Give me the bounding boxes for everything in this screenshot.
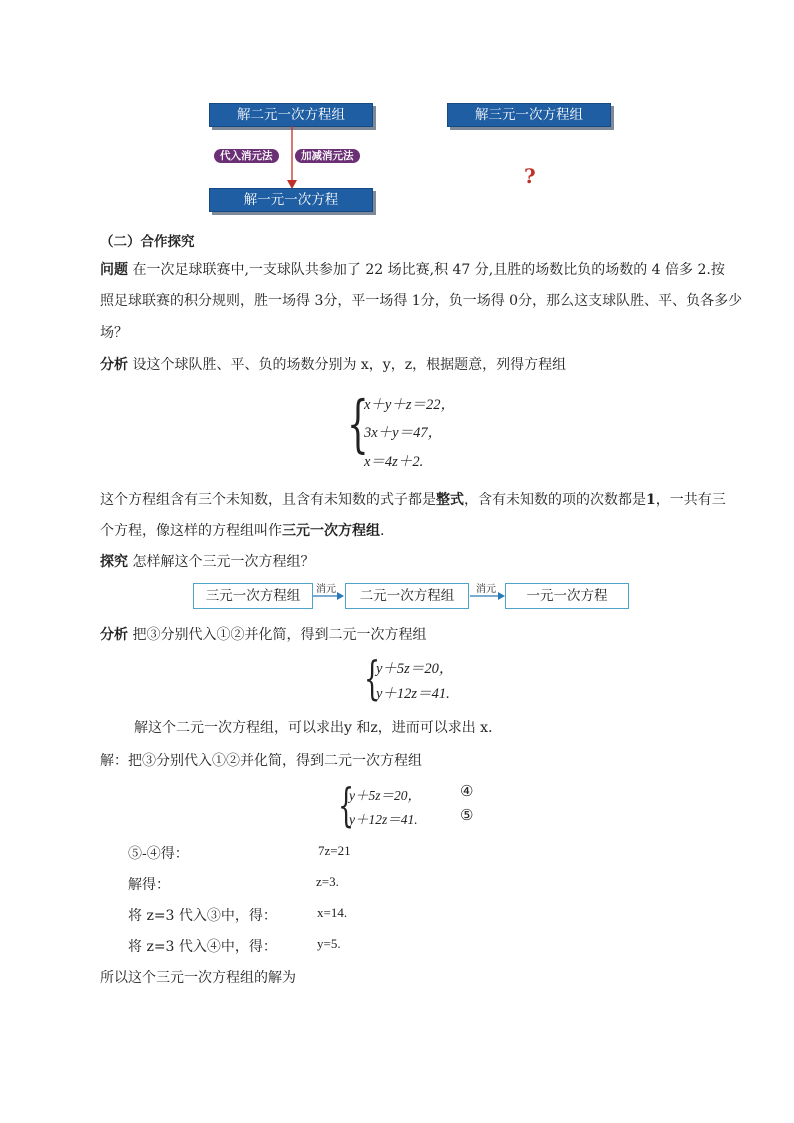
analysis-2 — [100, 624, 426, 644]
flow-arrow-1 — [313, 590, 345, 602]
system-1-eq-1: x＋y＋z＝22， — [364, 397, 456, 413]
analysis-2-label: 分析 — [100, 627, 128, 643]
box-three-variable-system: 解三元一次方程组 — [447, 103, 611, 127]
question-mark: ? — [524, 164, 536, 188]
system-1-eq-3: x＝4z＋2. — [364, 454, 424, 470]
flow-arrow-1-label: 消元 — [316, 584, 336, 595]
problem-text-1: 在一次足球联赛中,一支球队共参加了 22 场比赛,积 47 分,且胜的场数比负的场数的 4 倍多 2.按 — [132, 262, 725, 278]
step-1-result: 7z=21 — [318, 843, 351, 858]
analysis-1-label: 分析 — [100, 357, 128, 373]
problem-label: 问题 — [100, 262, 128, 278]
step-3-label: 将 z=3 代入③中，得： — [128, 908, 277, 924]
system-2-brace: { — [364, 651, 381, 705]
flow-box-three-variable: 三元一次方程组 — [193, 583, 313, 609]
definition-text-c: ，一共有三 — [655, 492, 726, 508]
system-1-brace: { — [347, 387, 369, 460]
system-3-eq-1: y＋5z＝20， — [349, 788, 421, 803]
term-degree: 1 — [646, 492, 656, 508]
step-2-result: z=3. — [316, 874, 339, 889]
equation-tag-5: ⑤ — [460, 806, 474, 824]
definition-text-e: . — [380, 523, 385, 539]
problem-line-2: 照足球联赛的积分规则，胜一场得 3分，平一场得 1分，负一场得 0分，那么这支球队胜、平、负各多少 — [100, 293, 743, 309]
flow-arrow-2 — [470, 590, 506, 602]
term-three-variable-system: 三元一次方程组 — [282, 523, 380, 539]
definition-line-1 — [100, 489, 726, 509]
box-two-variable-system: 解二元一次方程组 — [209, 103, 373, 127]
definition-text-a: 这个方程组含有三个未知数，且含有未知数的式子都是 — [100, 492, 436, 508]
explore-text: 怎样解这个三元一次方程组？ — [132, 554, 315, 570]
solution-intro: 解：把③分别代入①②并化简，得到二元一次方程组 — [100, 753, 422, 769]
system-2-eq-2: y＋12z＝41. — [376, 686, 450, 702]
definition-text-d: 个方程，像这样的方程组叫作 — [100, 523, 282, 539]
system-2-eq-1: y＋5z＝20， — [376, 661, 454, 677]
definition-text-b: ，含有未知数的项的次数都是 — [464, 492, 646, 508]
flow-box-two-variable: 二元一次方程组 — [345, 583, 469, 609]
flow-box-one-variable: 一元一次方程 — [505, 583, 629, 609]
explore-line — [100, 551, 314, 571]
method-elimination-pill: 加减消元法 — [295, 149, 360, 163]
section-heading: （二）合作探究 — [100, 234, 195, 250]
analysis-1 — [100, 354, 566, 374]
flow-arrow-2-label: 消元 — [476, 584, 496, 595]
analysis-2-text: 把③分别代入①②并化简，得到二元一次方程组 — [132, 627, 427, 643]
step-4-label: 将 z=3 代入④中，得： — [128, 939, 277, 955]
step-2-label: 解得： — [128, 877, 170, 893]
solve-note: 解这个二元一次方程组，可以求出y 和z，进而可以求出 x． — [134, 720, 503, 736]
system-3-eq-2: y＋12z＝41. — [349, 812, 418, 827]
conclusion: 所以这个三元一次方程组的解为 — [100, 970, 296, 986]
method-substitution-pill: 代入消元法 — [214, 149, 279, 163]
problem-line-1 — [100, 259, 725, 279]
step-1-label: ⑤-④得： — [128, 846, 189, 862]
equation-tag-4: ④ — [460, 782, 474, 800]
problem-line-3: 场？ — [100, 325, 128, 341]
step-3-result: x=14. — [317, 905, 348, 920]
analysis-1-text: 设这个球队胜、平、负的场数分别为 x，y，z，根据题意，列得方程组 — [132, 357, 567, 373]
system-3-brace: { — [338, 778, 355, 832]
explore-label: 探究 — [100, 554, 128, 570]
step-4-result: y=5. — [317, 936, 341, 951]
box-one-variable-equation: 解一元一次方程 — [209, 188, 373, 212]
term-polynomial: 整式 — [436, 492, 464, 508]
definition-line-2 — [100, 520, 384, 540]
system-1-eq-2: 3x＋y＝47， — [364, 425, 443, 441]
